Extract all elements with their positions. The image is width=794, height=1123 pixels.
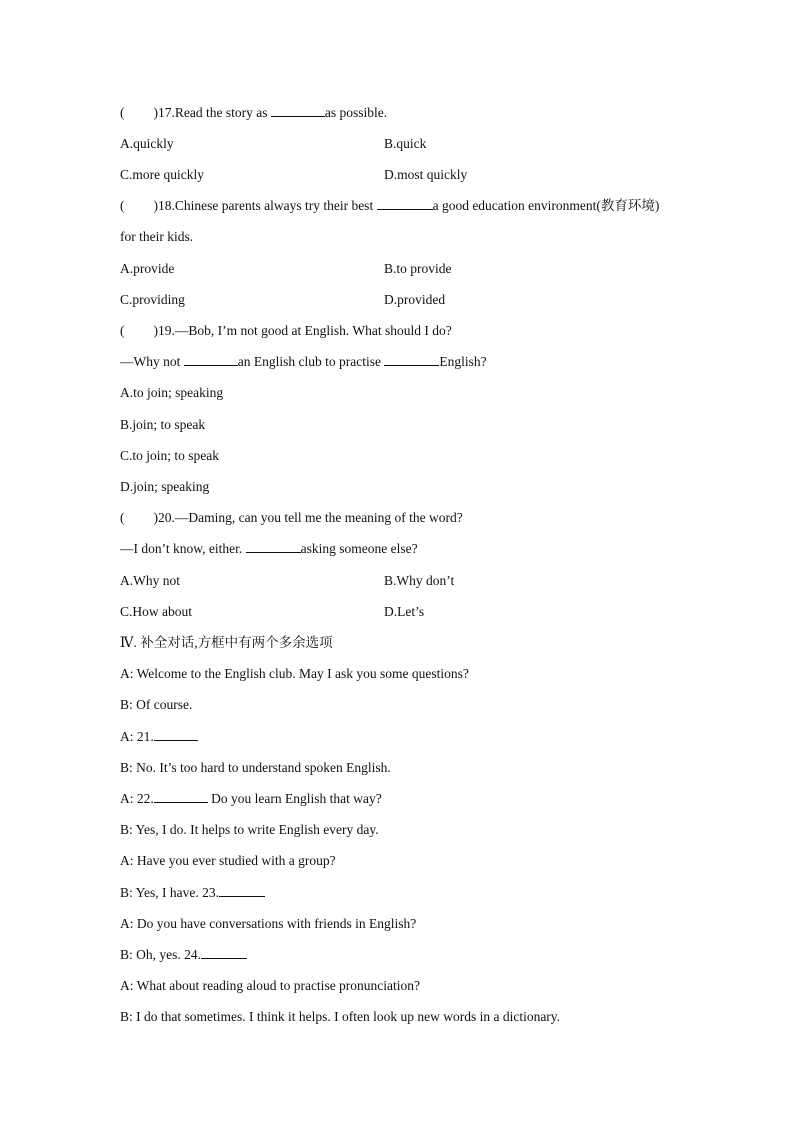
q20-reply-after: asking someone else?	[300, 541, 418, 556]
q19-blank-1	[184, 353, 238, 366]
q19-stem	[120, 322, 452, 340]
q17-stem-before: )17.Read the story as	[153, 105, 271, 120]
q19-reply	[120, 353, 487, 371]
q18-stem-before: )18.Chinese parents always try their best	[153, 198, 377, 213]
dialogue-line-4: B: No. It’s too hard to understand spoken English.	[120, 760, 391, 775]
dialogue-line-6: B: Yes, I do. It helps to write English every day.	[120, 822, 379, 837]
dialogue-line-3-text: A: 21.	[120, 729, 154, 744]
blank-23	[219, 884, 265, 897]
q17-stem-after: as possible.	[324, 105, 388, 120]
dialogue-line-8	[120, 884, 265, 902]
q17-option-b: B.quick	[384, 136, 427, 151]
q18-stem-cont: for their kids.	[120, 229, 194, 244]
q18-paren-open: (	[120, 198, 125, 213]
q18-option-b: B.to provide	[384, 261, 452, 276]
q17-option-d: D.most quickly	[384, 167, 468, 182]
q19-stem-text: )19.—Bob, I’m not good at English. What should I do?	[153, 323, 452, 338]
q19-reply-mid: an English club to practise	[237, 354, 385, 369]
q18-stem	[120, 197, 659, 215]
dialogue-line-7: A: Have you ever studied with a group?	[120, 853, 336, 868]
dialogue-line-8-text: B: Yes, I have. 23.	[120, 885, 220, 900]
q20-blank	[246, 540, 301, 553]
q20-option-d: D.Let’s	[384, 604, 425, 619]
q18-option-d: D.provided	[384, 292, 446, 307]
dialogue-line-5-text: A: 22.	[120, 791, 154, 806]
q18-option-a: A.provide	[120, 261, 175, 276]
dialogue-line-11: A: What about reading aloud to practise pronunciation?	[120, 978, 421, 993]
q20-stem	[120, 509, 463, 527]
blank-21	[154, 728, 198, 741]
dialogue-line-2: B: Of course.	[120, 697, 193, 712]
q19-option-b: B.join; to speak	[120, 417, 206, 432]
q17-stem	[120, 104, 387, 122]
blank-24	[201, 946, 247, 959]
dialogue-line-9: A: Do you have conversations with friends in English?	[120, 916, 417, 931]
dialogue-line-12: B: I do that sometimes. I think it helps. I often look up new words in a dictionary.	[120, 1009, 561, 1024]
q18-blank	[377, 197, 433, 210]
q20-option-b: B.Why don’t	[384, 573, 455, 588]
q18-stem-after: a good education environment(教育环境)	[432, 198, 660, 213]
q20-option-a: A.Why not	[120, 573, 180, 588]
q19-option-a: A.to join; speaking	[120, 385, 224, 400]
q19-reply-after: English?	[439, 354, 487, 369]
dialogue-line-5-after: Do you learn English that way?	[207, 791, 382, 806]
q20-reply-before: —I don’t know, either.	[120, 541, 246, 556]
q17-paren-open: (	[120, 105, 125, 120]
dialogue-line-10-text: B: Oh, yes. 24.	[120, 947, 201, 962]
dialogue-line-10	[120, 946, 247, 964]
q19-blank-2	[384, 353, 439, 366]
dialogue-line-3	[120, 728, 198, 746]
q20-option-c: C.How about	[120, 604, 192, 619]
dialogue-line-5	[120, 790, 382, 808]
q17-option-c: C.more quickly	[120, 167, 204, 182]
q20-reply	[120, 540, 418, 558]
section-4-heading: Ⅳ. 补全对话,方框中有两个多余选项	[120, 635, 333, 650]
q19-option-d: D.join; speaking	[120, 479, 210, 494]
q17-blank	[271, 104, 325, 117]
q18-option-c: C.providing	[120, 292, 185, 307]
q20-stem-text: )20.—Daming, can you tell me the meaning of the word?	[153, 510, 463, 525]
q19-reply-before: —Why not	[120, 354, 184, 369]
q20-paren-open: (	[120, 510, 125, 525]
dialogue-line-1: A: Welcome to the English club. May I ask you some questions?	[120, 666, 469, 681]
q17-option-a: A.quickly	[120, 136, 174, 151]
q19-paren-open: (	[120, 323, 125, 338]
blank-22	[154, 790, 208, 803]
q19-option-c: C.to join; to speak	[120, 448, 219, 463]
